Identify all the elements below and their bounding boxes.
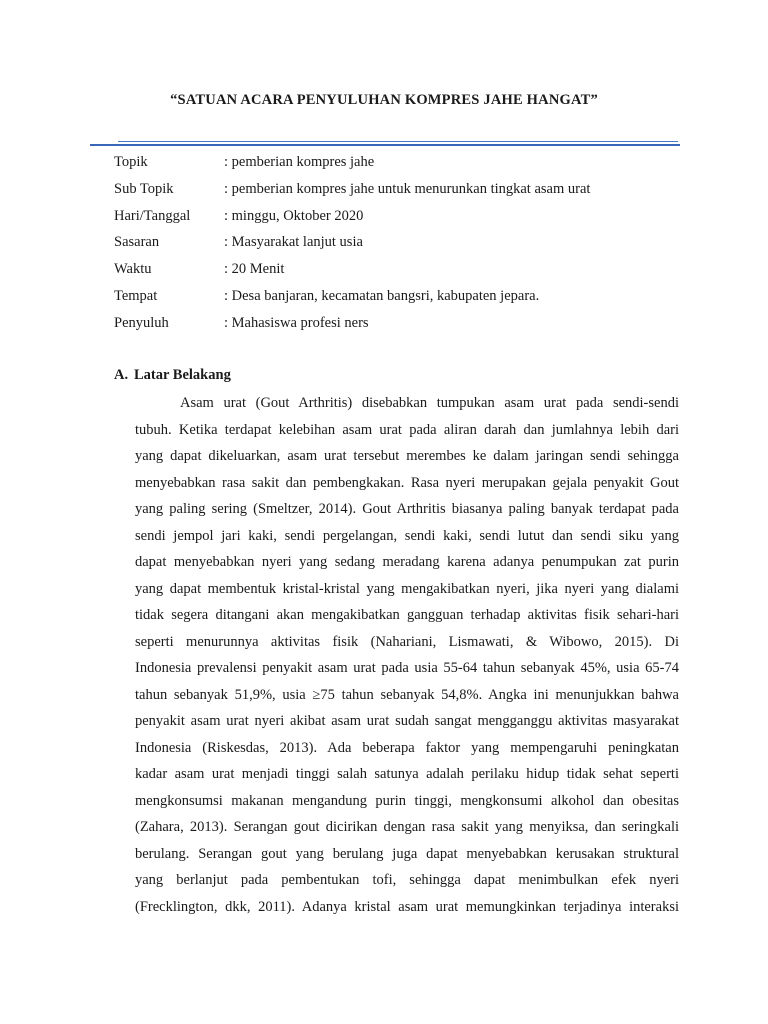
info-label: Sasaran (114, 234, 160, 251)
paragraph-line: tubuh. Ketika terdapat kelebihan asam urat pada aliran darah dan jumlahnya lebih dari (135, 421, 679, 438)
info-row-penyuluh (114, 313, 694, 340)
info-value: : 20 Menit (224, 261, 285, 278)
paragraph-line: tidak segera ditangani akan mengakibatkan gangguan terhadap aktivitas fisik sehari-hari (135, 607, 679, 623)
paragraph-line: (Frecklington, dkk, 2011). Adanya kristal asam urat memungkinkan terjadinya interaksi (135, 898, 679, 915)
paragraph-line: menyebabkan rasa sakit dan pembengkakan. Rasa nyeri merupakan gejala penyakit Gout (135, 474, 679, 491)
paragraph-line: yang paling sering (Smeltzer, 2014). Gout Arthritis biasanya paling banyak terdapat pada (135, 501, 679, 517)
paragraph-line: penyakit asam urat nyeri akibat asam urat sudah sangat mengganggu aktivitas masyarakat (135, 713, 679, 729)
info-row-waktu (114, 259, 694, 286)
info-row-hari-tanggal (114, 206, 694, 233)
paragraph-line: yang berlanjut pada pembentukan tofi, sehingga dapat menimbulkan efek nyeri (135, 872, 679, 888)
info-value: : Desa banjaran, kecamatan bangsri, kabupaten jepara. (224, 287, 540, 304)
info-row-tempat (114, 286, 694, 313)
paragraph-line: tahun sebanyak 51,9%, usia ≥75 tahun sebanyak 54,8%. Angka ini menunjukkan bahwa (135, 686, 679, 703)
paragraph-line: mengkonsumsi makanan mengandung purin tinggi, mengkonsumi alkohol dan obesitas (135, 792, 679, 809)
info-label: Waktu (114, 261, 152, 278)
info-value: : Masyarakat lanjut usia (224, 234, 363, 251)
paragraph-line: yang dapat membentuk kristal-kristal yang mengakibatkan nyeri, jika nyeri yang dialami (135, 580, 679, 597)
paragraph-line: sendi jempol jari kaki, sendi pergelangan, sendi kaki, sendi lutut dan sendi siku yang (135, 527, 679, 544)
paragraph-line: kadar asam urat menjadi tinggi salah satunya adalah perilaku hidup tidak sehat seperti (135, 766, 679, 782)
info-label: Hari/Tanggal (114, 207, 191, 224)
paragraph-line: yang dapat dikeluarkan, asam urat tersebut merembes ke dalam jaringan sendi sehingga (135, 448, 679, 464)
info-value: : pemberian kompres jahe (224, 154, 375, 170)
info-table (114, 152, 694, 340)
paragraph-line: seperti menurunnya aktivitas fisik (Nahariani, Lismawati, & Wibowo, 2015). Di (135, 633, 679, 650)
info-value: : pemberian kompres jahe untuk menurunkan tingkat asam urat (224, 180, 591, 197)
section-title: Latar Belakang (134, 367, 231, 383)
info-label: Penyuluh (114, 314, 169, 331)
paragraph-line: berulang. Serangan gout yang berulang juga dapat menyebabkan kerusakan struktural (135, 845, 679, 862)
paragraph-line: Asam urat (Gout Arthritis) disebabkan tumpukan asam urat pada sendi-sendi (180, 395, 679, 411)
body-paragraph (135, 390, 679, 920)
paragraph-line: dapat menyebabkan nyeri yang sedang meradang karena adanya penumpukan zat purin (135, 554, 679, 570)
info-label: Sub Topik (114, 180, 174, 197)
paragraph-line: Indonesia (Riskesdas, 2013). Ada beberapa faktor yang mempengaruhi peningkatan (135, 739, 679, 756)
info-value: : minggu, Oktober 2020 (224, 207, 364, 224)
title-divider-thick (90, 144, 680, 146)
title-divider-thin (118, 141, 678, 142)
info-label: Tempat (114, 287, 158, 304)
info-row-sasaran (114, 232, 694, 259)
paragraph-line: Indonesia prevalensi penyakit asam urat pada usia 55-64 tahun sebanyak 45%, usia 65-74 (135, 660, 679, 676)
info-row-sub-topik (114, 179, 694, 206)
paragraph-line: (Zahara, 2013). Serangan gout dicirikan dengan rasa sakit yang menyiksa, dan seringkali (135, 819, 679, 835)
info-row-topik (114, 152, 694, 179)
section-heading (114, 367, 231, 384)
info-value: : Mahasiswa profesi ners (224, 314, 369, 331)
info-label: Topik (114, 154, 148, 170)
section-number: A. (114, 367, 129, 383)
document-title: “SATUAN ACARA PENYULUHAN KOMPRES JAHE HANGAT” (170, 92, 598, 108)
